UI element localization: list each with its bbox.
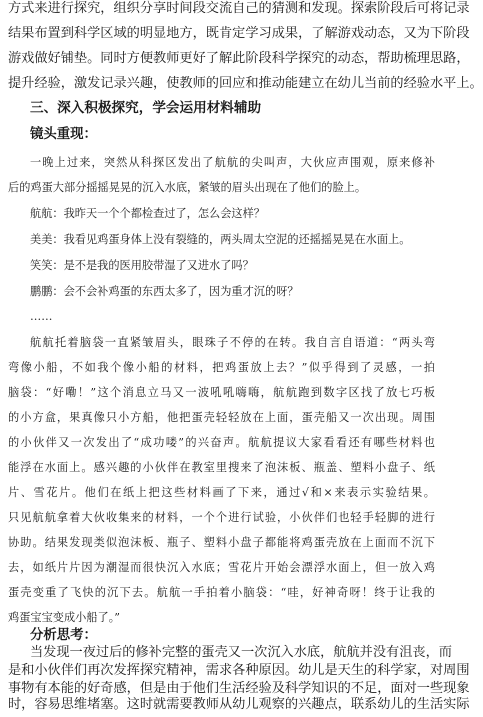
story-line: 航航托着脑袋一直紧皱眉头，眼珠子不停的在转。我自言自语道：“两头弯: [30, 336, 435, 349]
story-line: 后的鸡蛋大部分摇摇晃晃的沉入水底，紧皱的眉头出现在了他们的脸上。: [8, 181, 367, 194]
story-line: 去，如纸片片因为潮湿而很快沉入水底；雪花片开始会漂浮水面上，但一放入鸡: [8, 561, 435, 574]
intro-line: 结果布置到科学区域的明显地方，既肯定学习成果，了解游戏动态，又为下阶段: [8, 26, 470, 41]
dialogue-line: 美美：我看见鸡蛋身体上没有裂缝的，两头周太空泥的还摇摇晃晃在水面上。: [30, 233, 411, 246]
story-line: 脑袋：“好嘞！”这个消息立马又一波吼吼嗨嗨，航航跑到数字区找了放七巧板: [8, 386, 435, 399]
story-line: 的小伙伴又一次发出了“成功喽”的兴奋声。航航提议大家看看还有哪些材料也: [8, 436, 435, 449]
story-line: 协助。结果发现类似泡沫板、瓶子、塑料小盘子都能将鸡蛋壳放在上面而不沉下: [8, 536, 435, 549]
story-line: 只见航航拿着大伙收集来的材料，一个个进行试验，小伙伴们也轻手轻脚的进行: [8, 511, 435, 524]
intro-line: 游戏做好铺垫。同时方便教师更好了解此阶段科学探究的动态，帮助梳理思路，: [8, 51, 470, 66]
story-line: 的小方盒，果真像只小方船，他把蛋壳轻轻放在上面，蛋壳船又一次出现。周围: [8, 411, 435, 424]
section-heading: 三、深入积极探究，学会运用材料辅助: [30, 100, 262, 116]
intro-line: 提升经验，激发记录兴趣，使教师的回应和推动能建立在幼儿当前的经验水平上。: [8, 76, 483, 91]
subheading-scene-replay: 镜头重现：: [30, 127, 97, 142]
intro-line: 方式来进行探究，组织分享时间段交流自己的猜测和发现。探索阶段后可将记录: [8, 1, 470, 16]
story-line: 弯像小船，不如我个像小船的材料，把鸡蛋放上去？”似乎得到了灵感，一拍: [8, 361, 435, 374]
story-line: 鸡蛋宝宝变成小船了。”: [8, 611, 120, 624]
dialogue-line: 鹏鹏：会不会补鸡蛋的东西太多了，因为重才沉的呀？: [30, 285, 299, 298]
dialogue-line: 笑笑：是不是我的医用胶带湿了又进水了吗？: [30, 259, 254, 272]
story-line: 一晚上过来，突然从科探区发出了航航的尖叫声，大伙应声围观，原来修补: [30, 156, 435, 169]
analysis-line: 当发现一夜过后的修补完整的蛋壳又一次沉入水底，航航并没有沮丧，而: [30, 645, 452, 660]
analysis-line: 事物有本能的好奇感，但是由于他们生活经验及科学知识的不足，面对一些现象: [8, 681, 470, 696]
story-line: 能浮在水面上。感兴趣的小伙伴在教室里搜来了泡沫板、瓶盖、塑料小盘子、纸: [8, 461, 435, 474]
dialogue-ellipsis: ……: [30, 310, 53, 323]
analysis-line: 时，容易思维堵塞。这时就需要教师从幼儿观察的兴趣点，联系幼儿的生活实际: [8, 697, 470, 712]
analysis-line: 是和小伙伴们再次发挥探究精神，需求各种原因。幼儿是天生的科学家，对周围: [8, 663, 470, 678]
story-line: 蛋壳变重了飞快的沉下去。航航一手拍着小脑袋：“哇，好神奇呀！终于让我的: [8, 586, 435, 599]
subheading-analysis: 分析思考：: [30, 628, 97, 643]
story-line: 片、雪花片。他们在纸上把这些材料画了下来，通过√和×来表示实验结果。: [8, 486, 435, 499]
dialogue-line: 航航：我昨天一个个都检查过了，怎么会这样？: [30, 207, 265, 220]
